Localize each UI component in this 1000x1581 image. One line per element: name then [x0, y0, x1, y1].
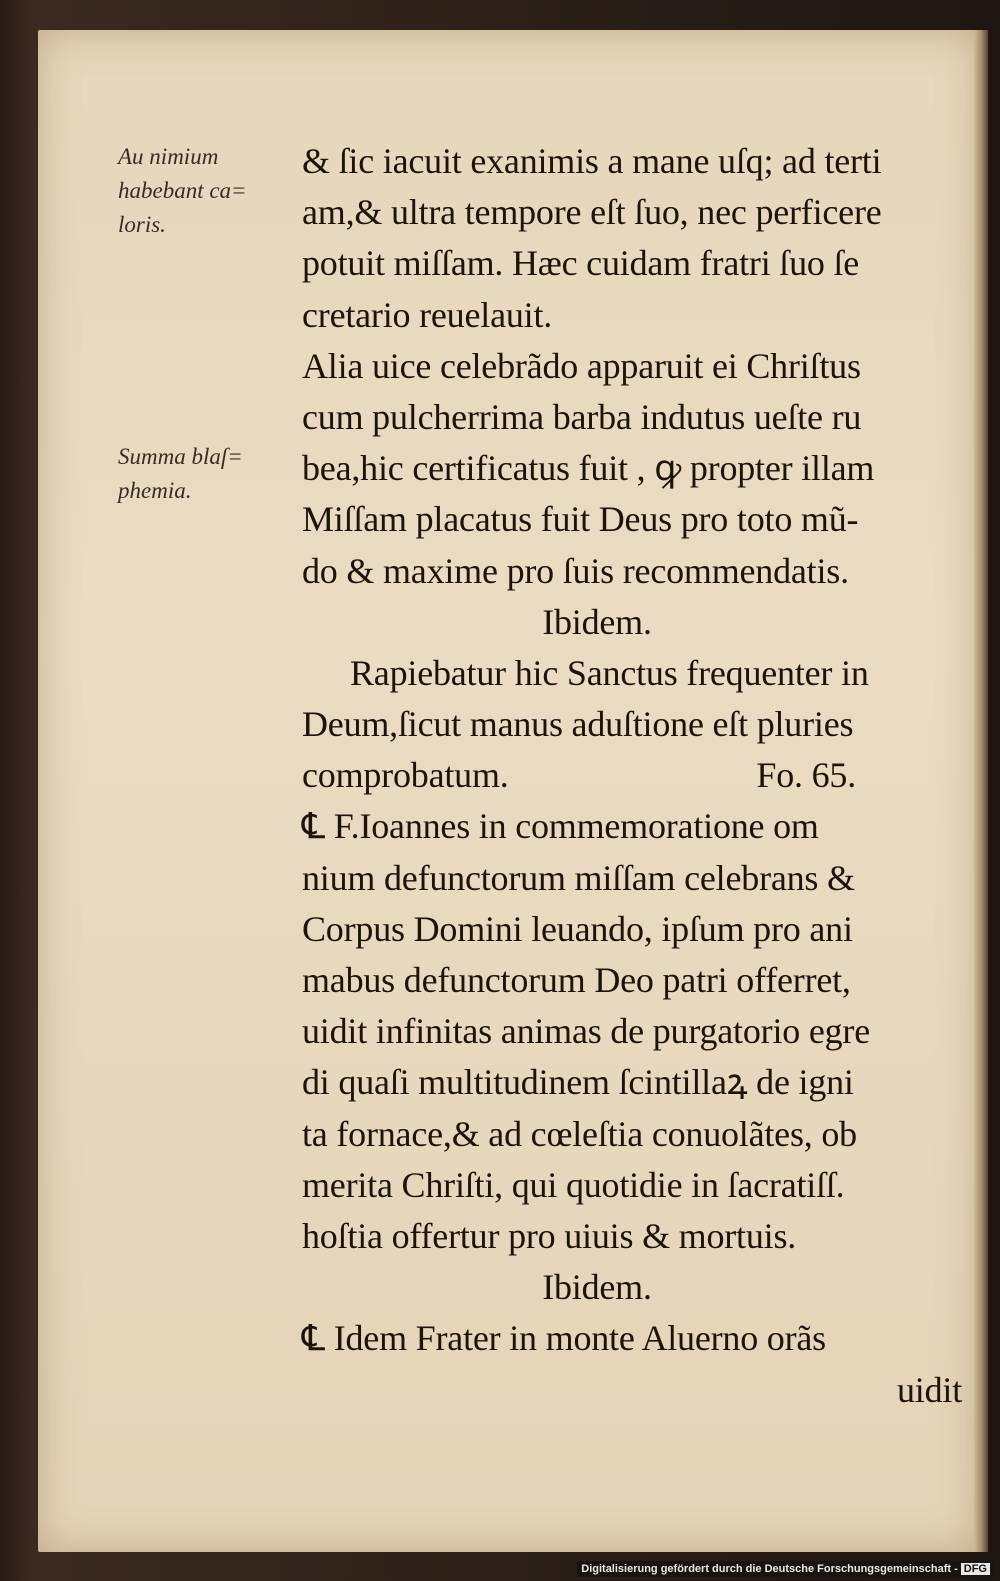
text-line: Miſſam placatus fuit Deus pro toto mũ-: [302, 499, 859, 540]
main-text: [302, 136, 972, 1416]
credit-text: Digitalisierung gefördert durch die Deutsche Forschungsgemeinschaft -: [581, 1563, 958, 1575]
text-line: cum pulcherrima barba indutus ueſte ru: [302, 396, 862, 437]
text-line: & ſic iacuit exanimis a mane uſq; ad terti: [302, 141, 882, 181]
text-line: potuit miſſam. Hæc cuidam fratri ſuo ſe: [302, 243, 860, 284]
margin-note: Au nimium habebant ca= loris.: [118, 144, 247, 237]
text-line: Alia uice celebrãdo apparuit ei Chriſtus: [302, 345, 861, 386]
text-line: Rapiebatur hic Sanctus frequenter in: [350, 652, 869, 693]
text-line: Corpus Domini leuando, ipſum pro ani: [302, 908, 853, 949]
text-line: ta fornace,& ad cœleſtia conuolãtes, ob: [302, 1113, 857, 1154]
folio-reference: Fo. 65.: [756, 755, 856, 796]
text-line-with-reference: [302, 750, 972, 801]
page-edge: [974, 30, 988, 1552]
text-line: cretario reuelauit.: [302, 294, 553, 335]
digitization-credit: [577, 1561, 994, 1577]
catchword: uidit: [896, 1369, 962, 1410]
text-line: ℄ F.Ioannes in commemoratione om: [302, 806, 819, 847]
text-line: Deum,ſicut manus aduſtione eſt pluries: [302, 704, 854, 745]
text-line: di quaſi multitudinem ſcintillaꝝ de igni: [302, 1062, 854, 1103]
dfg-logo: DFG: [961, 1563, 990, 1575]
text-line: do & maxime pro ſuis recommendatis.: [302, 550, 849, 591]
section-heading: Ibidem.: [542, 601, 652, 642]
text-line: am,& ultra tempore eſt ſuo, nec perficere: [302, 192, 882, 233]
text-line: hoſtia offertur pro uiuis & mortuis.: [302, 1215, 797, 1256]
text-line: bea,hic certificatus fuit , ꝙ propter illam: [302, 448, 875, 489]
text-line-content: comprobatum.: [302, 755, 509, 796]
text-line: nium defunctorum miſſam celebrans &: [302, 857, 855, 898]
text-line: uidit infinitas animas de purgatorio egre: [302, 1011, 870, 1052]
text-line: merita Chriſti, qui quotidie in ſacratiſſ.: [302, 1164, 845, 1205]
text-line: ℄ Idem Frater in monte Aluerno orãs: [302, 1318, 826, 1359]
section-heading: Ibidem.: [542, 1267, 652, 1308]
margin-note: Summa blaſ= phemia.: [118, 444, 243, 503]
text-line: mabus defunctorum Deo patri offerret,: [302, 960, 851, 1000]
